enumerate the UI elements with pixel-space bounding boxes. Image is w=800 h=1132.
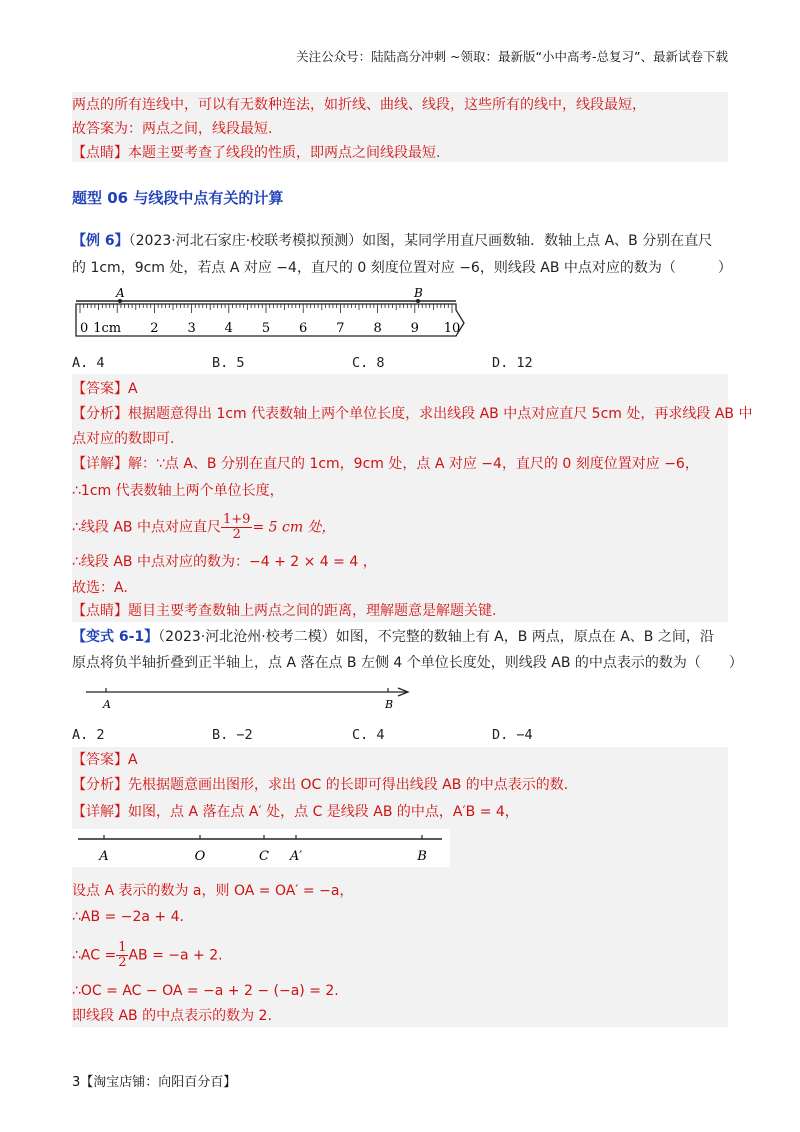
ruler-number: 10 xyxy=(443,321,461,336)
section-title: 题型 06 与线段中点有关的计算 xyxy=(72,189,284,207)
detail-row xyxy=(72,454,699,474)
detail-label: 【详解】 xyxy=(72,456,128,472)
fraction xyxy=(221,513,252,542)
point-label: A xyxy=(99,849,109,864)
point-label: C xyxy=(259,849,269,864)
answer-row xyxy=(72,379,138,399)
ruler-number: 1cm xyxy=(93,321,122,336)
ruler-number: 7 xyxy=(336,321,345,336)
detail-text: ∴AC = xyxy=(72,947,117,964)
ruler-number: 5 xyxy=(261,321,271,336)
answer-label: 【答案】 xyxy=(72,381,128,397)
analysis-row xyxy=(72,404,752,424)
analysis-row xyxy=(72,775,568,795)
question-line xyxy=(72,231,712,251)
question-line: 原点将负半轴折叠到正半轴上，点 A 落在点 B 左侧 4 个单位长度处，则线段 AB 的中点表示的数为（ ） xyxy=(72,655,743,671)
number-line-figure xyxy=(72,680,417,712)
detail-row xyxy=(72,513,336,542)
point-label: O xyxy=(194,849,206,864)
answer-row xyxy=(72,750,138,770)
answer-value: A xyxy=(128,752,138,768)
detail-text: 解：∵点 A、B 分别在直尺的 1cm，9cm 处，点 A 对应 −4，直尺的 0 刻度位置对应 −6， xyxy=(128,456,699,472)
detail-row: ∴线段 AB 中点对应的数为：−4 + 2 × 4 = 4 ， xyxy=(72,554,377,570)
tip-row xyxy=(72,143,440,163)
analysis-text: 根据题意得出 1cm 代表数轴上两个单位长度，求出线段 AB 中点对应直尺 5cm 处，再求线段 AB 中 xyxy=(128,406,753,422)
fraction xyxy=(116,941,128,970)
fraction-denominator: 2 xyxy=(118,955,127,970)
detail-text: 如图，点 A 落在点 A′ 处，点 C 是线段 AB 的中点，A′B = 4， xyxy=(128,804,519,820)
option-d: D. 12 xyxy=(492,355,533,371)
question-line xyxy=(72,627,714,647)
ruler-number: 4 xyxy=(224,321,233,336)
option-b: B. 5 xyxy=(212,355,245,371)
ruler-number: 3 xyxy=(187,321,196,336)
fold-figure xyxy=(72,829,450,867)
detail-text: ∴线段 AB 中点对应直尺 xyxy=(72,519,221,536)
tip-text: 题目主要考查数轴上两点之间的距离，理解题意是解题关键. xyxy=(128,603,497,619)
point-a-label: A xyxy=(103,698,111,711)
ruler-number: 0 xyxy=(80,321,89,336)
detail-label: 【详解】 xyxy=(72,804,128,820)
detail-row: 故选：A. xyxy=(72,580,128,596)
question-text: （2023·河北石家庄·校联考模拟预测）如图，某同学用直尺画数轴．数轴上点 A、B 分别在直尺 xyxy=(128,233,713,249)
option-c: C. 8 xyxy=(352,355,385,371)
point-a-label: A xyxy=(116,286,125,300)
analysis-label: 【分析】 xyxy=(72,406,128,422)
page-footer: 3【淘宝店铺：向阳百分百】 xyxy=(72,1075,237,1090)
option-d: D. −4 xyxy=(492,727,533,743)
answer-label: 【答案】 xyxy=(72,752,128,768)
point-b-label: B xyxy=(385,698,394,711)
fraction-denominator: 2 xyxy=(232,527,241,542)
option-c: C. 4 xyxy=(352,727,385,743)
tip-row xyxy=(72,601,496,621)
detail-row: ∴1cm 代表数轴上两个单位长度， xyxy=(72,483,284,499)
solution-line: 两点的所有连线中，可以有无数种连法，如折线、曲线、线段，这些所有的线中，线段最短， xyxy=(72,97,646,113)
option-a: A. 2 xyxy=(72,727,105,743)
ruler-figure xyxy=(72,284,482,342)
ruler-number: 9 xyxy=(410,321,419,336)
fraction-numerator: 1 xyxy=(118,940,127,955)
ruler-number: 6 xyxy=(299,321,308,336)
question-text: （2023·河北沧州·校考二模）如图，不完整的数轴上有 A，B 两点，原点在 A、B 之间，沿 xyxy=(158,629,714,645)
detail-row: ∴AB = −2a + 4. xyxy=(72,909,184,925)
analysis-label: 【分析】 xyxy=(72,777,128,793)
analysis-text: 先根据题意画出图形，求出 OC 的长即可得出线段 AB 的中点表示的数. xyxy=(128,777,569,793)
detail-row xyxy=(72,941,223,970)
detail-row: 设点 A 表示的数为 a，则 OA = OA′ = −a， xyxy=(72,883,354,899)
point-label: A′ xyxy=(289,849,303,864)
point-b-label: B xyxy=(414,286,423,300)
detail-row: 即线段 AB 的中点表示的数为 2. xyxy=(72,1008,272,1024)
fraction-numerator: 1+9 xyxy=(223,512,251,527)
option-a: A. 4 xyxy=(72,355,105,371)
point-label: B xyxy=(417,849,427,864)
detail-row xyxy=(72,802,519,822)
detail-text: = 5 cm 处， xyxy=(252,519,336,536)
ruler-number: 8 xyxy=(373,321,382,336)
solution-line: 故答案为：两点之间，线段最短. xyxy=(72,121,273,137)
detail-text: AB = −a + 2. xyxy=(128,947,223,964)
ruler-number: 2 xyxy=(150,321,159,336)
variant-label: 【变式 6-1】 xyxy=(72,629,159,645)
answer-value: A xyxy=(128,381,138,397)
analysis-row: 点对应的数即可. xyxy=(72,431,175,447)
detail-row: ∴OC = AC − OA = −a + 2 − (−a) = 2. xyxy=(72,983,339,999)
page-header: 关注公众号：陆陆高分冲刺 ~领取：最新版“小中高考-总复习”、最新试卷下载 xyxy=(296,49,728,64)
tip-label: 【点睛】 xyxy=(72,603,128,619)
option-b: B. −2 xyxy=(212,727,253,743)
example-label: 【例 6】 xyxy=(72,233,129,249)
question-line: 的 1cm，9cm 处，若点 A 对应 −4，直尺的 0 刻度位置对应 −6，则线段 AB 中点对应的数为（ ） xyxy=(72,260,732,276)
tip-label: 【点睛】 xyxy=(72,145,128,161)
tip-text: 本题主要考查了线段的性质，即两点之间线段最短. xyxy=(128,145,441,161)
